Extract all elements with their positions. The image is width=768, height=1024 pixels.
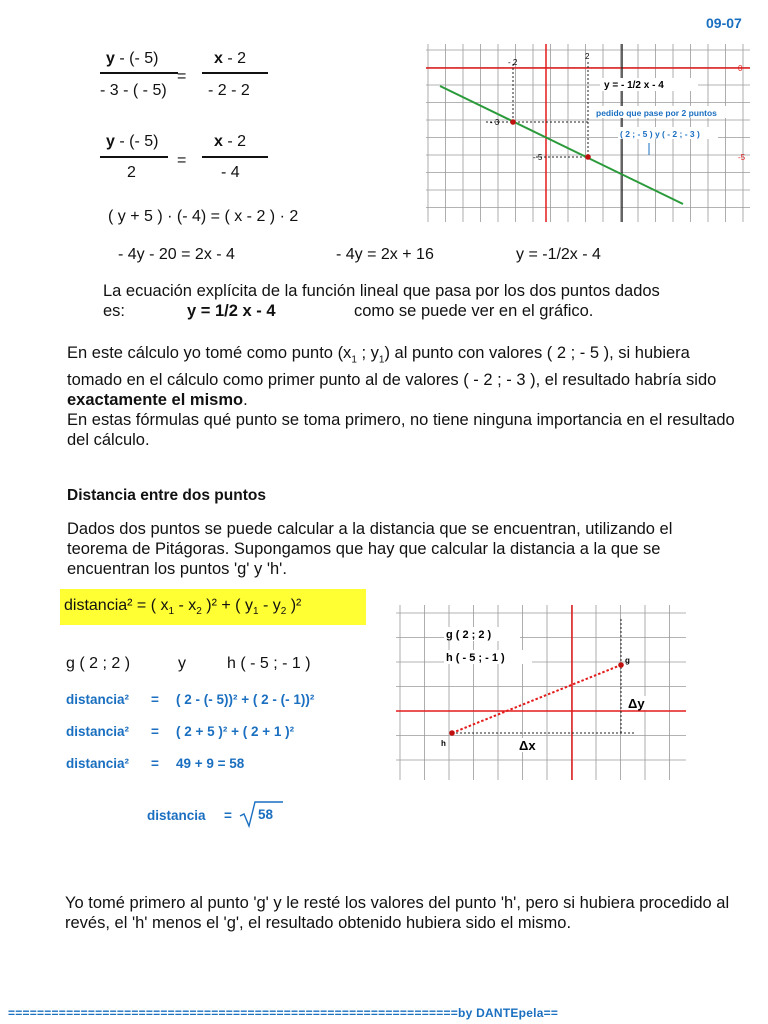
point-g: g ( 2 ; 2 ) bbox=[66, 655, 131, 672]
point-g-marker bbox=[618, 662, 624, 668]
g-coordinates-label: g ( 2 ; 2 ) bbox=[446, 629, 492, 641]
subscript: 2 bbox=[196, 606, 202, 618]
text-run: ; y bbox=[356, 344, 379, 362]
footer-signature: ==============================================================by DANTEpela== bbox=[8, 1006, 559, 1020]
text-run: )² + ( y bbox=[201, 597, 253, 614]
explicit-formula: y = 1/2 x - 4 bbox=[187, 302, 276, 320]
delta-x-label: Δx bbox=[519, 738, 536, 753]
tick-label: 2 bbox=[585, 52, 590, 61]
explicit-text-line: La ecuación explícita de la función lineal que pasa por los dos puntos dados bbox=[103, 282, 660, 300]
fraction-2-numerator-left bbox=[106, 133, 158, 151]
fraction-1-numerator-right bbox=[214, 50, 246, 68]
tick-label: - 5 bbox=[533, 153, 543, 162]
fraction-bar bbox=[202, 72, 268, 74]
tick-label: 0 bbox=[738, 64, 743, 73]
tick-label: - 3 bbox=[490, 118, 500, 127]
bold-text: exactamente el mismo bbox=[67, 391, 244, 410]
paragraph-point-choice bbox=[67, 343, 735, 450]
equation-step-4: y = -1/2x - 4 bbox=[516, 246, 601, 263]
point-h: h ( - 5 ; - 1 ) bbox=[227, 655, 311, 672]
var-y: y bbox=[106, 50, 115, 67]
distance-formula bbox=[64, 597, 301, 617]
paragraph-conclusion: Yo tomé primero al punto 'g' y le resté los valores del punto 'h', pero si hubiera procedido al revés, el 'h' menos el 'g', el resultado obtenido hubiera sido el mismo. bbox=[65, 894, 730, 932]
fraction-bar bbox=[100, 72, 178, 74]
paragraph-distance-intro: Dados dos puntos se puede calcular a la distancia que se encuentran, utilizando el teorema de Pitágoras. Supongamos que hay que calcular la distancia a la que se encuentran los puntos 'g' y 'h'. bbox=[67, 520, 673, 578]
fraction-bar bbox=[202, 156, 268, 158]
num-left-rest: - (- 5) bbox=[114, 133, 159, 150]
calc-expression: ( 2 + 5 )² + ( 2 + 1 )² bbox=[176, 724, 295, 739]
text-run: En este cálculo yo tomé como punto (x bbox=[67, 344, 352, 362]
distance-graph bbox=[396, 605, 686, 780]
calc-equals: = bbox=[224, 808, 232, 823]
num-right-rest: - 2 bbox=[222, 50, 247, 67]
fraction-1-denominator-right: - 2 - 2 bbox=[208, 82, 250, 99]
g-label: g bbox=[625, 656, 630, 665]
subscript: 1 bbox=[168, 606, 175, 618]
fraction-2-denominator-left: 2 bbox=[127, 164, 136, 181]
calc-label: distancia² bbox=[66, 692, 130, 707]
calc-label: distancia² bbox=[66, 756, 130, 771]
tick-label: -5 bbox=[738, 153, 746, 162]
graph-note: pedido que pase por 2 puntos bbox=[596, 108, 717, 118]
calc-expression: 49 + 9 = 58 bbox=[176, 756, 245, 771]
equation-step-2: - 4y - 20 = 2x - 4 bbox=[118, 246, 235, 263]
point-h-marker bbox=[449, 730, 455, 736]
text-run: - x bbox=[174, 597, 197, 614]
calc-label: distancia bbox=[147, 808, 206, 823]
explicit-text-es: es: bbox=[103, 302, 126, 320]
page-number: 09-07 bbox=[706, 15, 742, 31]
text-run: )² bbox=[286, 597, 302, 614]
tick-label: - 2 bbox=[508, 58, 518, 67]
calc-expression: ( 2 - (- 5))² + ( 2 - (- 1))² bbox=[176, 692, 315, 707]
function-equation: y = - 1/2 x - 4 bbox=[604, 80, 664, 91]
equals-sign: = bbox=[177, 152, 187, 169]
text-run: . bbox=[243, 391, 248, 410]
var-x: x bbox=[214, 133, 223, 150]
calc-label: distancia² bbox=[66, 724, 130, 739]
subscript: 1 bbox=[378, 354, 385, 366]
num-right-rest: - 2 bbox=[222, 133, 247, 150]
fraction-1-denominator-left: - 3 - ( - 5) bbox=[100, 82, 167, 99]
fraction-bar bbox=[100, 156, 168, 158]
subscript: 1 bbox=[351, 354, 357, 366]
equation-step-3: - 4y = 2x + 16 bbox=[336, 246, 434, 263]
num-left-rest: - (- 5) bbox=[114, 50, 159, 67]
root-value: 58 bbox=[258, 807, 274, 822]
fraction-1-numerator-left bbox=[106, 50, 158, 68]
point-marker bbox=[585, 154, 591, 160]
conjunction: y bbox=[178, 655, 186, 672]
explicit-text-tail: como se puede ver en el gráfico. bbox=[354, 302, 594, 320]
graph-points: ( 2 ; - 5 ) y ( - 2 ; - 3 ) bbox=[620, 129, 700, 139]
calc-equals: = bbox=[151, 724, 159, 739]
linear-function-graph bbox=[426, 44, 750, 222]
text-run: En estas fórmulas qué punto se toma primero, no tiene ninguna importancia en el resultado del cálculo. bbox=[67, 411, 735, 450]
calc-equals: = bbox=[151, 692, 159, 707]
text-run: ) al punto con valores ( 2 ; - 5 ), si hubiera tomado en el cálculo como primer punto al de valores ( - 2 ; - 3 ), el resultado habría sido bbox=[67, 344, 717, 390]
point-marker bbox=[510, 119, 516, 125]
section-heading: Distancia entre dos puntos bbox=[67, 487, 266, 504]
delta-y-label: Δy bbox=[628, 696, 645, 711]
fraction-2-denominator-right: - 4 bbox=[221, 164, 240, 181]
text-run: - y bbox=[258, 597, 281, 614]
text-run: distancia² = ( x bbox=[64, 597, 169, 614]
subscript: 2 bbox=[280, 606, 287, 618]
var-x: x bbox=[214, 50, 223, 67]
equation-step-1: ( y + 5 ) · (- 4) = ( x - 2 ) · 2 bbox=[108, 208, 299, 225]
var-y: y bbox=[106, 133, 115, 150]
equals-sign: = bbox=[177, 68, 187, 85]
h-label: h bbox=[441, 739, 446, 748]
calc-equals: = bbox=[151, 756, 159, 771]
subscript: 1 bbox=[252, 606, 259, 618]
fraction-2-numerator-right bbox=[214, 133, 246, 151]
h-coordinates-label: h ( - 5 ; - 1 ) bbox=[446, 652, 505, 664]
